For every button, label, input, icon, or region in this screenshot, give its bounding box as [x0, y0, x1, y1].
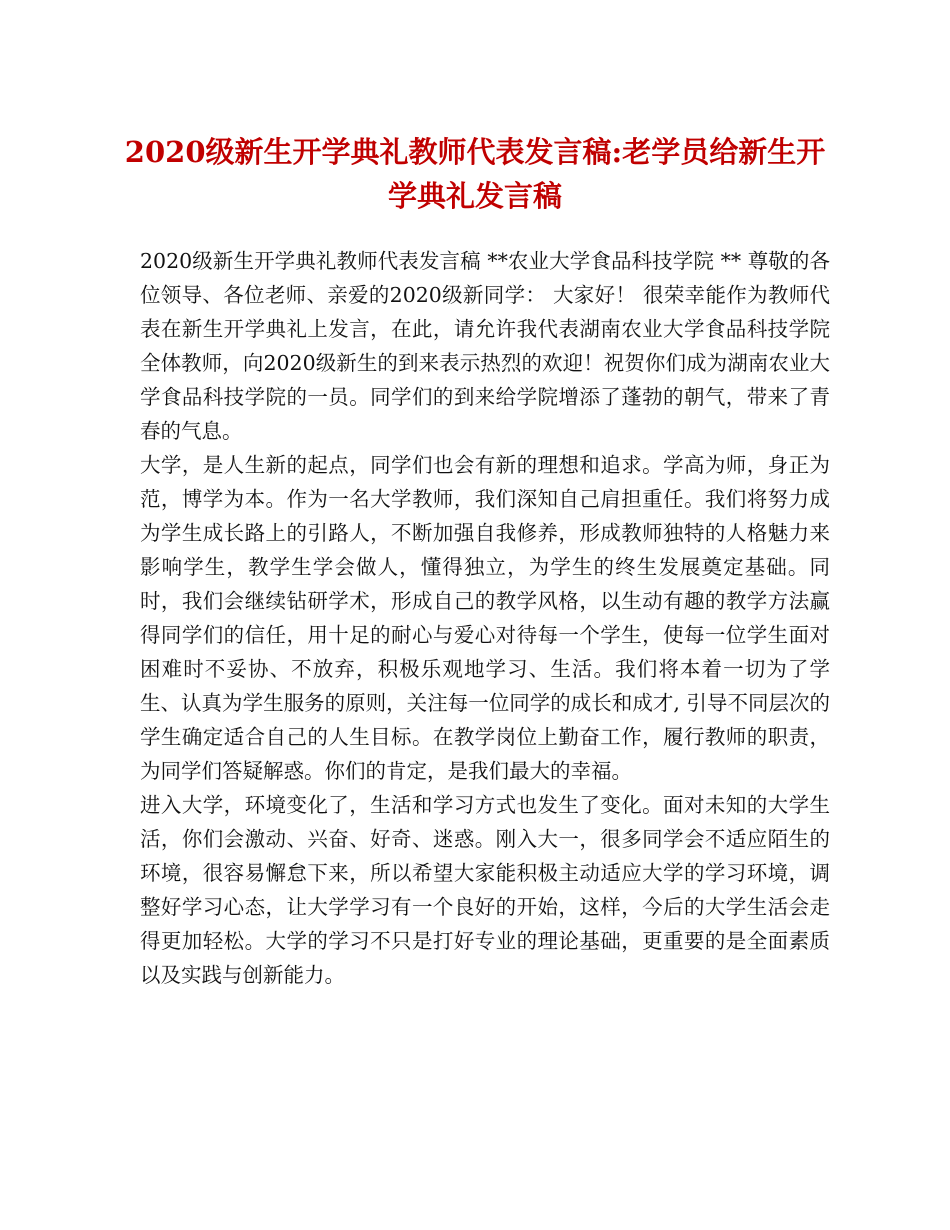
paragraph-2: 大学，是人生新的起点，同学们也会有新的理想和追求。学高为师，身正为范，博学为本。作为一名大学教师，我们深知自己肩担重任。我们将努力成为学生成长路上的引路人，不断加强自我修养，形成教师独特的人格魅力来影响学生，教学生学会做人，懂得独立，为学生的终生发展奠定基础。同时，我们会继续钻研学术，形成自己的教学风格，以生动有趣的教学方法赢得同学们的信任，用十足的耐心与爱心对待每一个学生，使每一位学生面对困难时不妥协、不放弃，积极乐观地学习、生活。我们将本着一切为了学生、认真为学生服务的原则，关注每一位同学的成长和成才, 引导不同层次的学生确定适合自己的人生目标。在教学岗位上勤奋工作，履行教师的职责，为同学们答疑解惑。你们的肯定，是我们最大的幸福。: [140, 453, 830, 783]
document-title-line-2: 学典礼发言稿: [387, 179, 562, 213]
document-body: [140, 244, 830, 992]
paragraph-1: 2020级新生开学典礼教师代表发言稿 **农业大学食品科技学院 ** 尊敬的各位领导、各位老师、亲爱的2020级新同学： 大家好！ 很荣幸能作为教师代表在新生开学典礼上发言，在此，请允许我代表湖南农业大学食品科技学院全体教师，向2020级新生的到来表示热烈的欢迎！祝贺你们成为湖南农业大学食品科技学院的一员。同学们的到来给学院增添了蓬勃的朝气，带来了青春的气息。: [140, 249, 830, 443]
paragraph-3: 进入大学，环境变化了，生活和学习方式也发生了变化。面对未知的大学生活，你们会激动、兴奋、好奇、迷惑。刚入大一，很多同学会不适应陌生的环境，很容易懈怠下来，所以希望大家能积极主动适应大学的学习环境，调整好学习心态，让大学学习有一个良好的开始，这样，今后的大学生活会走得更加轻松。大学的学习不只是打好专业的理论基础，更重要的是全面素质以及实践与创新能力。: [140, 793, 830, 987]
document-title-line-1: 2020级新生开学典礼教师代表发言稿:老学员给新生开: [124, 135, 826, 169]
